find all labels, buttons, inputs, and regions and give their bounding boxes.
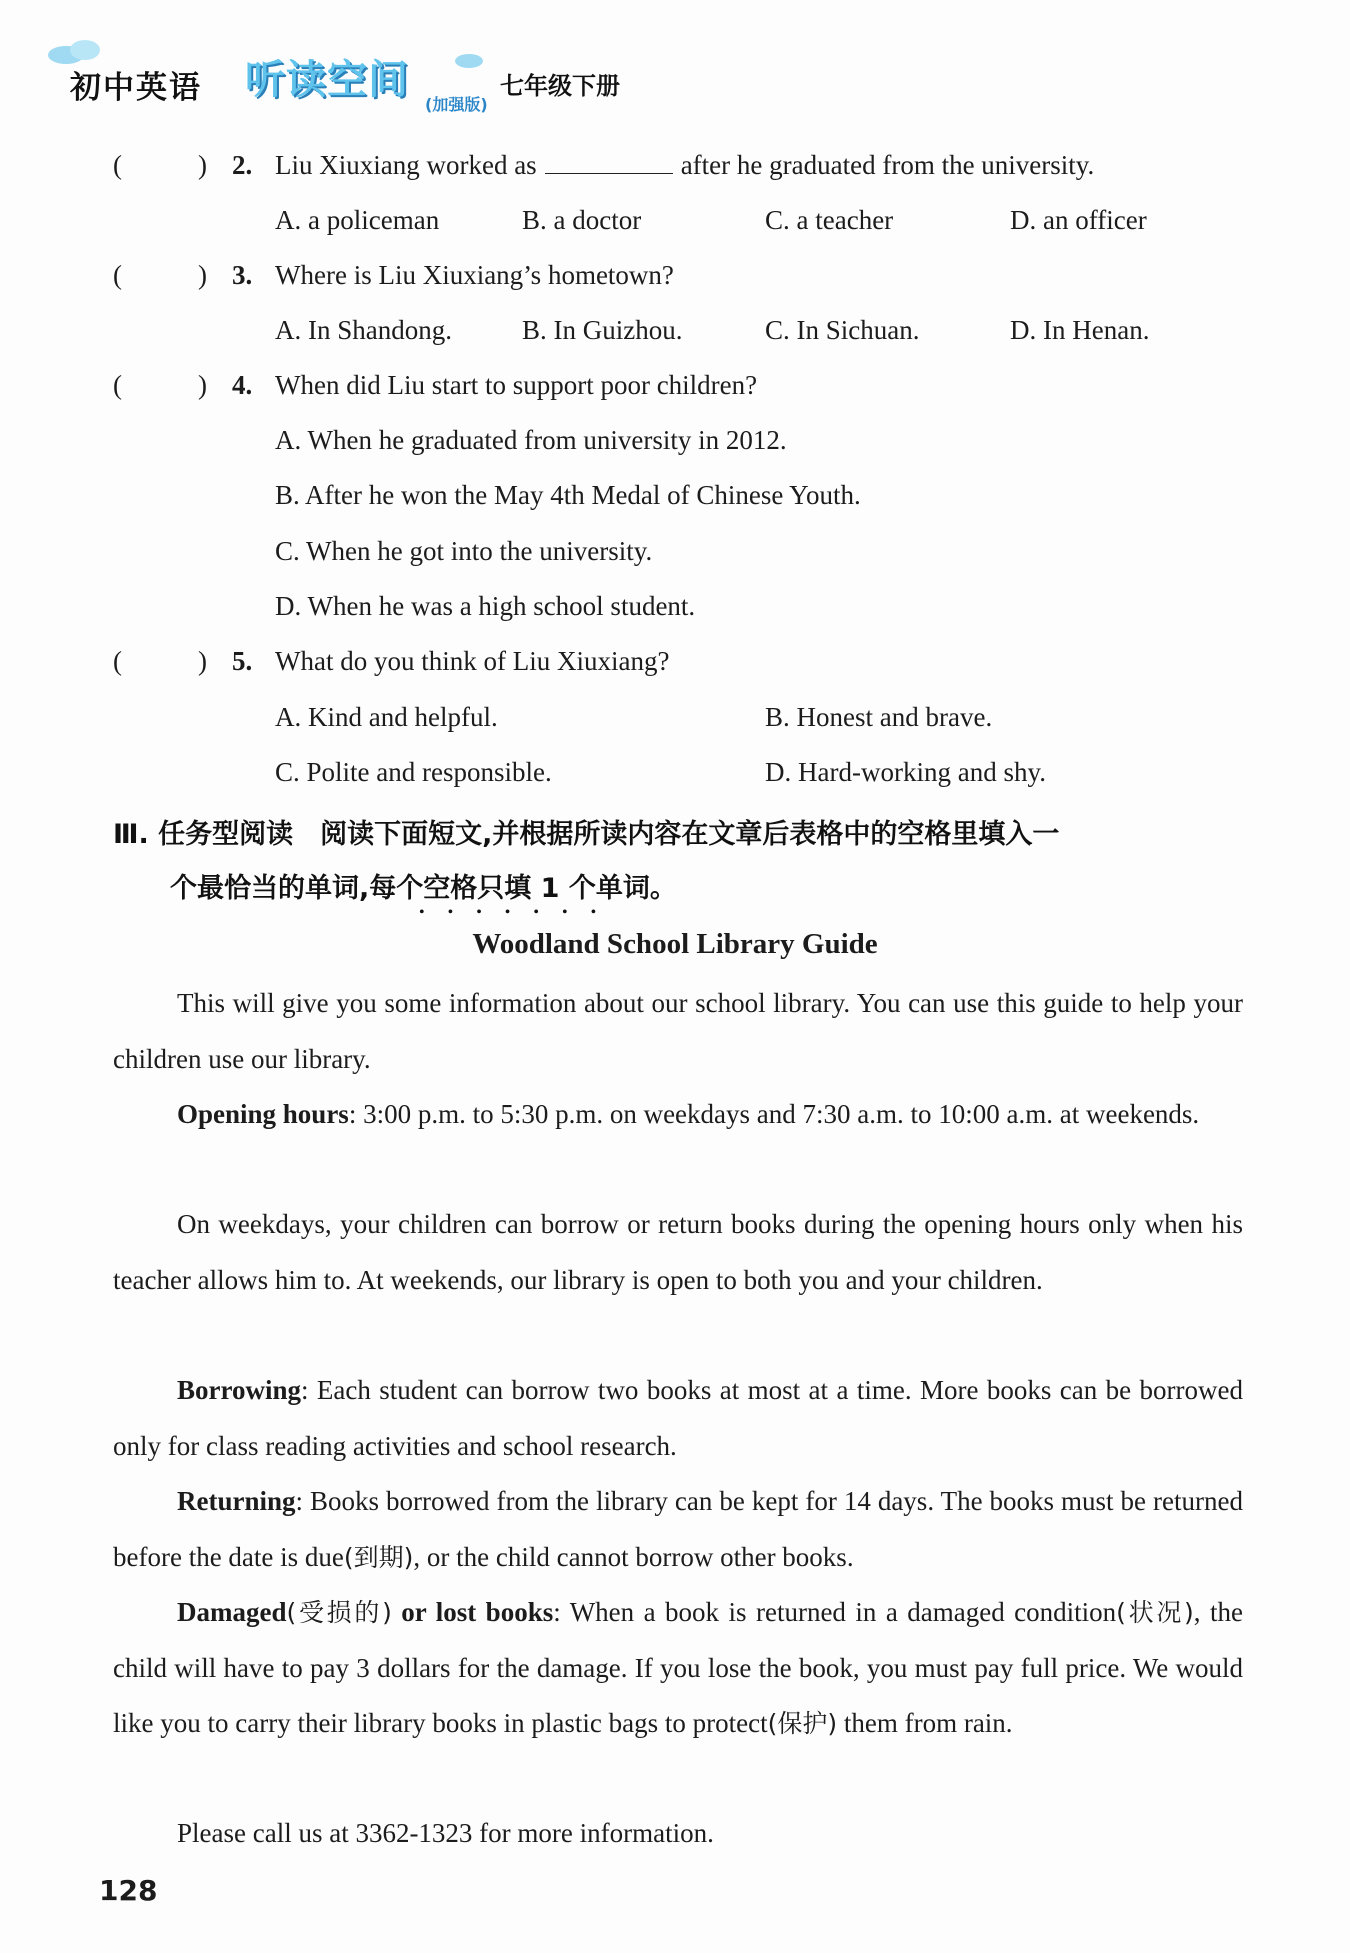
- question-number: 2.: [232, 150, 253, 180]
- option: B. Honest and brave.: [765, 702, 993, 732]
- returning-text-1: : Books borrowed from the library can be kept for 14 days. The books must be returned before the date is due: [113, 1486, 1243, 1572]
- question-text-after: after he graduated from the university.: [680, 150, 1095, 180]
- damaged-cn2: (状况): [1116, 1598, 1194, 1627]
- question-text: [275, 150, 1094, 181]
- article-intro: [113, 976, 1243, 1087]
- question-text-before: Liu Xiuxiang worked as: [275, 150, 537, 180]
- option: B. After he won the May 4th Medal of Chinese Youth.: [275, 480, 861, 510]
- damaged-cn: (受损的): [286, 1598, 392, 1627]
- borrowing-text: : Each student can borrow two books at most at a time. More books can be borrowed only for class reading activities and school research.: [113, 1375, 1243, 1461]
- opening-label: Opening hours: [177, 1099, 349, 1129]
- option: A. a policeman: [275, 205, 440, 235]
- answer-bracket-open: (: [113, 370, 122, 400]
- article-opening-hours: [113, 1087, 1243, 1143]
- option: C. When he got into the university.: [275, 536, 653, 566]
- damaged-text-2: , the child will have to pay 3 dollars for the damage. If you lose the book, you must pay full price. We would like you to carry their library books in plastic bags to protect: [113, 1597, 1243, 1738]
- cloud-icon: [455, 54, 483, 68]
- question-4: [0, 370, 1350, 420]
- section-heading: Ⅲ. 任务型阅读 阅读下面短文,并根据所读内容在文章后表格中的空格里填入一: [113, 819, 1060, 850]
- article-borrowing: [113, 1363, 1243, 1474]
- question-text: What do you think of Liu Xiuxiang?: [275, 646, 670, 676]
- question-number: 4.: [232, 370, 253, 400]
- answer-bracket-close: ): [198, 260, 207, 290]
- answer-bracket-close: ): [198, 370, 207, 400]
- header-edition: (加强版): [425, 95, 488, 114]
- damaged-text-3: them from rain.: [837, 1708, 1013, 1738]
- damaged-label-2: or lost books: [391, 1597, 554, 1627]
- article-weekdays: [113, 1197, 1243, 1308]
- question-5: [0, 646, 1350, 696]
- header-grade: 七年级下册: [500, 72, 620, 100]
- intro-text: This will give you some information about our school library. You can use this guide to help your children use our library.: [113, 988, 1243, 1074]
- damaged-text-1: : When a book is returned in a damaged condition: [553, 1597, 1117, 1627]
- section-heading-cont: 个最恰当的单词,每个空格只填 1 个单词。: [170, 873, 677, 904]
- emphasis-dots: •••••••: [419, 904, 620, 921]
- option: A. In Shandong.: [275, 315, 452, 345]
- option: A. When he graduated from university in 2012.: [275, 425, 787, 455]
- option: D. Hard-working and shy.: [765, 757, 1046, 787]
- answer-blank: [545, 153, 673, 174]
- question-text: Where is Liu Xiuxiang’s hometown?: [275, 260, 674, 290]
- answer-bracket-open: (: [113, 150, 122, 180]
- option: D. In Henan.: [1010, 315, 1150, 345]
- cloud-icon: [70, 40, 100, 60]
- returning-label: Returning: [177, 1486, 296, 1516]
- question-number: 3.: [232, 260, 253, 290]
- article-title: Woodland School Library Guide: [472, 928, 878, 960]
- answer-bracket-close: ): [198, 150, 207, 180]
- header-logo: 听读空间: [245, 57, 409, 103]
- borrowing-label: Borrowing: [177, 1375, 302, 1405]
- answer-bracket-open: (: [113, 260, 122, 290]
- page-number: 128: [99, 1874, 158, 1907]
- option: D. When he was a high school student.: [275, 591, 696, 621]
- opening-text: : 3:00 p.m. to 5:30 p.m. on weekdays and 7:30 a.m. to 10:00 a.m. at weekends.: [348, 1099, 1200, 1129]
- damaged-label-1: Damaged: [177, 1597, 287, 1627]
- option: C. In Sichuan.: [765, 315, 920, 345]
- header-brand: 初中英语: [70, 70, 202, 106]
- article-returning: [113, 1474, 1243, 1585]
- article-contact: [113, 1806, 1243, 1862]
- returning-cn: (到期): [343, 1542, 414, 1572]
- question-2: [0, 150, 1350, 200]
- page-header: [40, 40, 740, 130]
- article-damaged: [113, 1585, 1243, 1752]
- question-text: When did Liu start to support poor children?: [275, 370, 758, 400]
- question-3: [0, 260, 1350, 310]
- option: D. an officer: [1010, 205, 1147, 235]
- option: B. In Guizhou.: [522, 315, 683, 345]
- returning-text-2: , or the child cannot borrow other books.: [413, 1541, 854, 1572]
- question-number: 5.: [232, 646, 253, 676]
- contact-text: Please call us at 3362-1323 for more information.: [177, 1818, 714, 1848]
- weekdays-text: On weekdays, your children can borrow or return books during the opening hours only when his teacher allows him to. At weekends, our library is open to both you and your children.: [113, 1209, 1243, 1295]
- answer-bracket-open: (: [113, 646, 122, 676]
- option: C. Polite and responsible.: [275, 757, 552, 787]
- damaged-cn3: (保护): [767, 1709, 838, 1738]
- option: B. a doctor: [522, 205, 642, 235]
- option: C. a teacher: [765, 205, 894, 235]
- option: A. Kind and helpful.: [275, 702, 498, 732]
- answer-bracket-close: ): [198, 646, 207, 676]
